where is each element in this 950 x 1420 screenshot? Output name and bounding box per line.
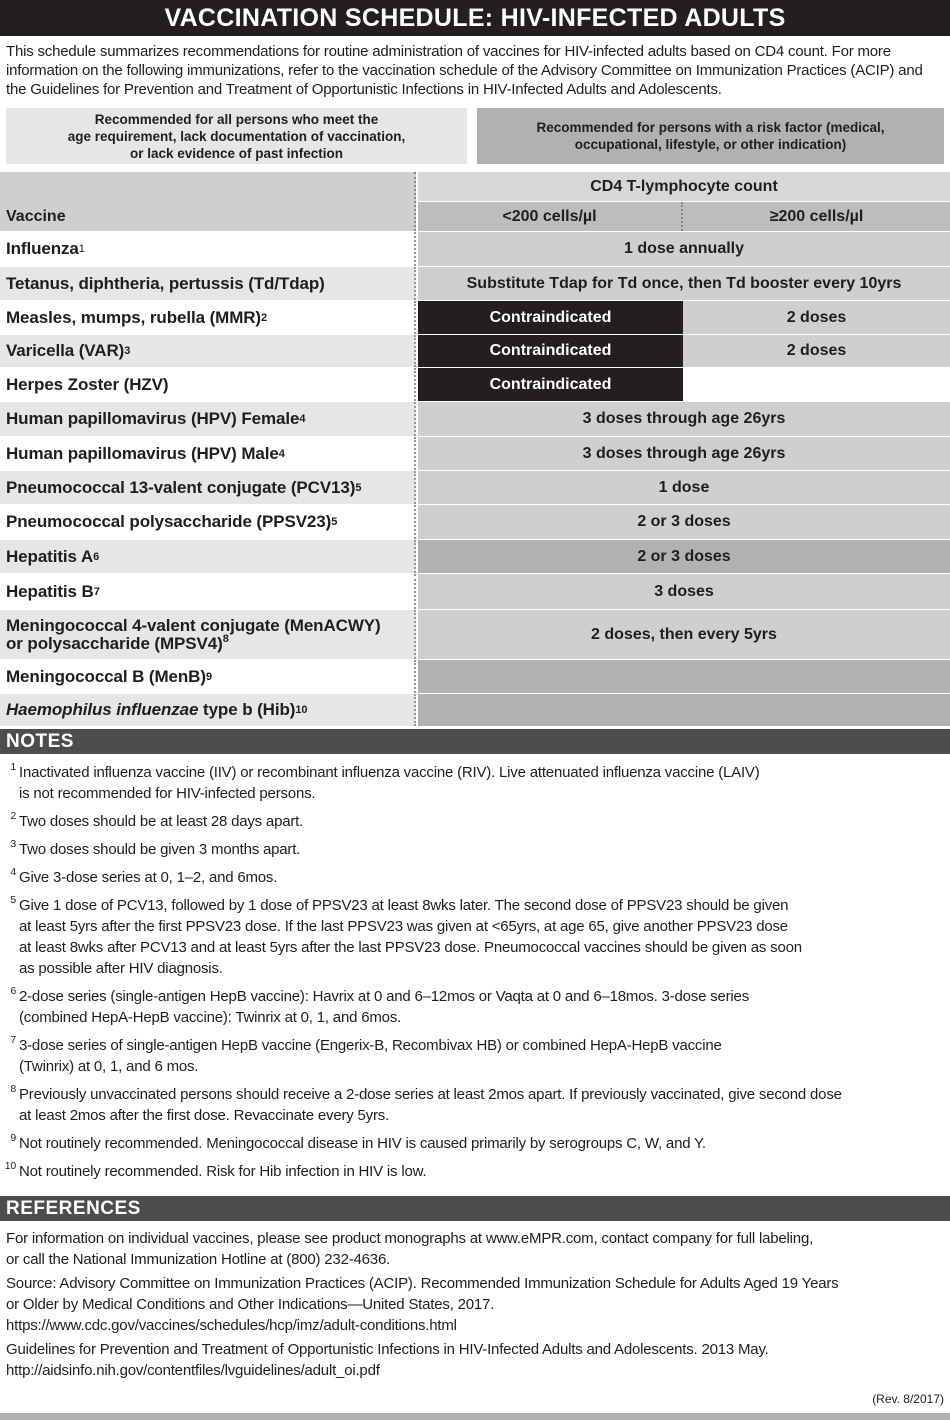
vaccine-name: Pneumococcal polysaccharide (PPSV23) 5: [0, 505, 416, 539]
table-row-menb: [0, 660, 950, 694]
vaccine-name: Human papillomavirus (HPV) Female 4: [0, 402, 416, 436]
table-row-hib: [0, 694, 950, 727]
vaccine-name: Herpes Zoster (HZV): [0, 368, 416, 401]
schedule-cell: [418, 660, 950, 693]
note-item: 9 Not routinely recommended. Meningococcal disease in HIV is caused primarily by serogroups C, W, and Y.: [10, 1132, 706, 1152]
table-row-menacwy: [0, 610, 950, 660]
note-item: 1 Inactivated influenza vaccine (IIV) or recombinant influenza vaccine (RIV). Live attenuated influenza vaccine (LAIV) is not recommended for HIV-infected persons.: [10, 761, 760, 802]
schedule-cell: 3 doses: [418, 574, 950, 609]
guidelines-link[interactable]: http://aidsinfo.nih.gov/contentfiles/lvguidelines/adult_oi.pdf: [6, 1362, 380, 1379]
note-item: 10 Not routinely recommended. Risk for Hib infection in HIV is low.: [4, 1160, 427, 1180]
header-lt200: <200 cells/µl: [418, 202, 683, 231]
table-row-pcv13: [0, 471, 950, 505]
references-section: [6, 1228, 941, 1384]
table-row-influenza: [0, 232, 950, 267]
schedule-cell: [683, 368, 950, 401]
note-item: 4 Give 3-dose series at 0, 1–2, and 6mos.: [10, 866, 278, 886]
header-vaccine: [0, 172, 416, 231]
contraindicated-cell: Contraindicated: [418, 301, 683, 334]
notes-heading: NOTES: [0, 729, 950, 754]
vaccine-name: Meningococcal B (MenB) 9: [0, 660, 416, 693]
note-item: 2 Two doses should be at least 28 days apart.: [10, 810, 304, 830]
vaccine-name: Varicella (VAR) 3: [0, 335, 416, 367]
legend-line: Recommended for all persons who meet the: [94, 111, 379, 127]
schedule-cell: Substitute Tdap for Td once, then Td booster every 10yrs: [418, 267, 950, 300]
legend-line: occupational, lifestyle, or other indication): [574, 137, 847, 152]
schedule-cell: 1 dose: [418, 471, 950, 504]
bottom-rule: [0, 1413, 950, 1420]
schedule-cell: 2 doses: [683, 301, 950, 334]
legend-line: or lack evidence of past infection: [129, 145, 344, 161]
vaccine-name: Influenza 1: [0, 232, 416, 266]
schedule-cell: 2 doses, then every 5yrs: [418, 610, 950, 659]
vaccine-name: Hepatitis A 6: [0, 540, 416, 573]
reference-guidelines: Guidelines for Prevention and Treatment of Opportunistic Infections in HIV-Infected Adults and Adolescents. 2013 May. http://aidsinfo.nih.gov/contentfiles/lvguidelines/adult_oi.pdf: [6, 1341, 769, 1379]
table-row-hepatitis-b: [0, 574, 950, 610]
schedule-cell: 2 doses: [683, 335, 950, 367]
table-row-herpes-zoster: [0, 368, 950, 402]
source-link[interactable]: https://www.cdc.gov/vaccines/schedules/hcp/imz/adult-conditions.html: [6, 1317, 457, 1334]
schedule-cell: 1 dose annually: [418, 232, 950, 266]
page-title: VACCINATION SCHEDULE: HIV-INFECTED ADULTS: [0, 0, 950, 36]
legend-all-persons: [6, 108, 467, 164]
reference-info: For information on individual vaccines, please see product monographs at www.eMPR.com, contact company for full labeling, or call the National Immunization Hotline at (800) 232-4636.: [6, 1230, 814, 1268]
header-ge200: ≥200 cells/µl: [683, 202, 950, 231]
schedule-cell: 3 doses through age 26yrs: [418, 402, 950, 436]
contraindicated-cell: Contraindicated: [418, 335, 683, 367]
intro-paragraph: This schedule summarizes recommendations for routine administration of vaccines for HIV-infected adults based on CD4 count. For more information on the following immunizations, refer to the vaccination schedule of the Advisory Committee on Immunization Practices (ACIP) and the Guidelines for Prevention and Treatment of Opportunistic Infections in HIV-Infected Adults and Adolescents.: [6, 43, 923, 98]
table-row-ppsv23: [0, 505, 950, 540]
table-row-hepatitis-a: [0, 540, 950, 574]
note-item: 7 3-dose series of single-antigen HepB vaccine (Engerix-B, Recombivax HB) or combined HepA-HepB vaccine (Twinrix) at 0, 1, and 6 mos.: [10, 1034, 722, 1075]
schedule-cell: 2 or 3 doses: [418, 505, 950, 539]
references-heading: REFERENCES: [0, 1196, 950, 1221]
legend-risk-factor: [477, 108, 944, 164]
notes-list: [0, 762, 950, 1189]
schedule-cell: 3 doses through age 26yrs: [418, 437, 950, 470]
legend-line: Recommended for persons with a risk factor (medical,: [536, 120, 885, 135]
schedule-cell: [418, 694, 950, 726]
note-item: 8 Previously unvaccinated persons should receive a 2-dose series at least 2mos apart. If previously vaccinated, give second dose at least 2mos after the first dose. Revaccinate every 5yrs.: [10, 1083, 842, 1124]
note-item: 3 Two doses should be given 3 months apart.: [10, 838, 301, 858]
header-cd4-count: CD4 T-lymphocyte count: [418, 172, 950, 201]
revision-date: (Rev. 8/2017): [872, 1392, 944, 1406]
table-row-mmr: [0, 301, 950, 335]
note-item: 5 Give 1 dose of PCV13, followed by 1 dose of PPSV23 at least 8wks later. The second dose of PPSV23 should be given at least 5yrs after the first PPSV23 dose. If the last PPSV23 was given at <65yrs, at age 65, give another PPSV23 dose at least 8wks after PCV13 and at least 5yrs after the last PPSV23 dose. Pneumococcal vaccines should be given as soon as possible after HIV diagnosis.: [10, 894, 802, 977]
contraindicated-cell: Contraindicated: [418, 368, 683, 401]
schedule-cell: 2 or 3 doses: [418, 540, 950, 573]
vaccine-name: Pneumococcal 13-valent conjugate (PCV13) 5: [0, 471, 416, 504]
table-row-hpv-female: [0, 402, 950, 437]
vaccine-name: Human papillomavirus (HPV) Male 4: [0, 437, 416, 470]
vaccine-name: Measles, mumps, rubella (MMR) 2: [0, 301, 416, 334]
header-vaccine-label: Vaccine: [6, 208, 66, 225]
legend-line: age requirement, lack documentation of vaccination,: [67, 128, 406, 144]
table-row-tdap: [0, 267, 950, 301]
reference-source: Source: Advisory Committee on Immunization Practices (ACIP). Recommended Immunization Schedule for Adults Aged 19 Years or Older by Medical Conditions and Other Indications—United States, 2017. https://www.cdc.gov/vaccines/schedules/hcp/imz/adult-conditions.html: [6, 1275, 839, 1334]
vaccine-name: Meningococcal 4-valent conjugate (MenACWY) or polysaccharide (MPSV4)$^8$: [0, 610, 416, 659]
note-item: 6 2-dose series (single-antigen HepB vaccine): Havrix at 0 and 6–12mos or Vaqta at 0 and 6–18mos. 3-dose series (combined HepA-HepB vaccine): Twinrix at 0, 1, and 6mos.: [10, 985, 750, 1026]
vaccine-name: Tetanus, diphtheria, pertussis (Td/Tdap): [0, 267, 416, 300]
table-row-varicella: [0, 335, 950, 368]
vaccine-name: Haemophilus influenzae type b (Hib) 10: [0, 694, 416, 726]
vaccine-name: Hepatitis B 7: [0, 574, 416, 609]
table-row-hpv-male: [0, 437, 950, 471]
